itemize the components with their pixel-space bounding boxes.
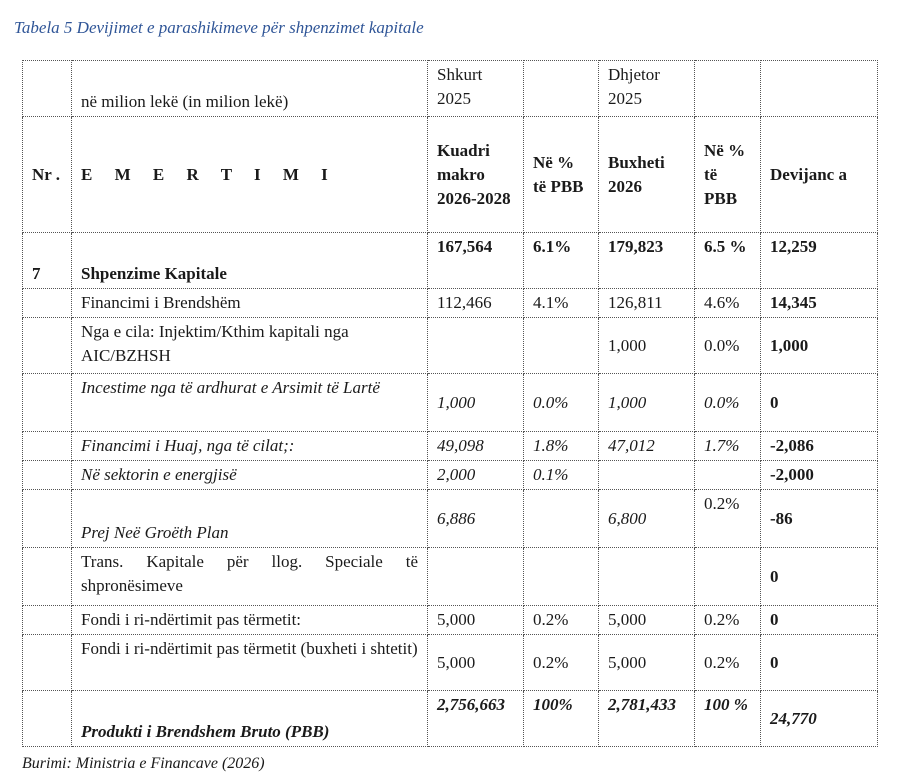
table-row: Prej Neë Groëth Plan 6,886 6,800 0.2% -86 — [23, 490, 878, 548]
capital-expenditure-table — [22, 60, 878, 747]
header-period-row — [23, 61, 878, 117]
table-row: Fondi i ri-ndërtimit pas tërmetit (buxheti i shtetit) 5,000 0.2% 5,000 0.2% 0 — [23, 635, 878, 691]
table-row: Fondi i ri-ndërtimit pas tërmetit: 5,000 0.2% 5,000 0.2% 0 — [23, 606, 878, 635]
table-row: Trans. Kapitale për llog. Speciale të shpronësimeve 0 — [23, 548, 878, 606]
period-label-1: Shkurt 2025 — [428, 61, 524, 117]
header-devijanca: Devijanc a — [761, 117, 878, 233]
period-label-2: Dhjetor 2025 — [599, 61, 695, 117]
header-emertimi: E M E R T I M I — [72, 117, 428, 233]
header-nr: Nr . — [23, 117, 72, 233]
header-pct-gdp-1: Në % të PBB — [524, 117, 599, 233]
header-buxheti: Buxheti 2026 — [599, 117, 695, 233]
table-row: 7 Shpenzime Kapitale 167,564 6.1% 179,823 6.5 % 12,259 — [23, 233, 878, 289]
table-row: Në sektorin e energjisë 2,000 0.1% -2,000 — [23, 461, 878, 490]
table-row: Nga e cila: Injektim/Kthim kapitali nga AIC/BZHSH 1,000 0.0% 1,000 — [23, 318, 878, 374]
table-row: Produkti i Brendshem Bruto (PBB) 2,756,663 100% 2,781,433 100 % 24,770 — [23, 691, 878, 747]
table-row: Incestime nga të ardhurat e Arsimit të Lartë 1,000 0.0% 1,000 0.0% 0 — [23, 374, 878, 432]
source-note: Burimi: Ministria e Financave (2026) — [22, 755, 265, 772]
table-row: Financimi i Brendshëm 112,466 4.1% 126,811 4.6% 14,345 — [23, 289, 878, 318]
table-row: Financimi i Huaj, nga të cilat;: 49,098 1.8% 47,012 1.7% -2,086 — [23, 432, 878, 461]
table-caption: Tabela 5 Devijimet e parashikimeve për shpenzimet kapitale — [14, 18, 424, 37]
header-kuadri-makro: Kuadri makro 2026-2028 — [428, 117, 524, 233]
unit-label: në milion lekë (in milion lekë) — [72, 61, 428, 117]
header-pct-gdp-2: Në % të PBB — [695, 117, 761, 233]
header-row — [23, 117, 878, 233]
